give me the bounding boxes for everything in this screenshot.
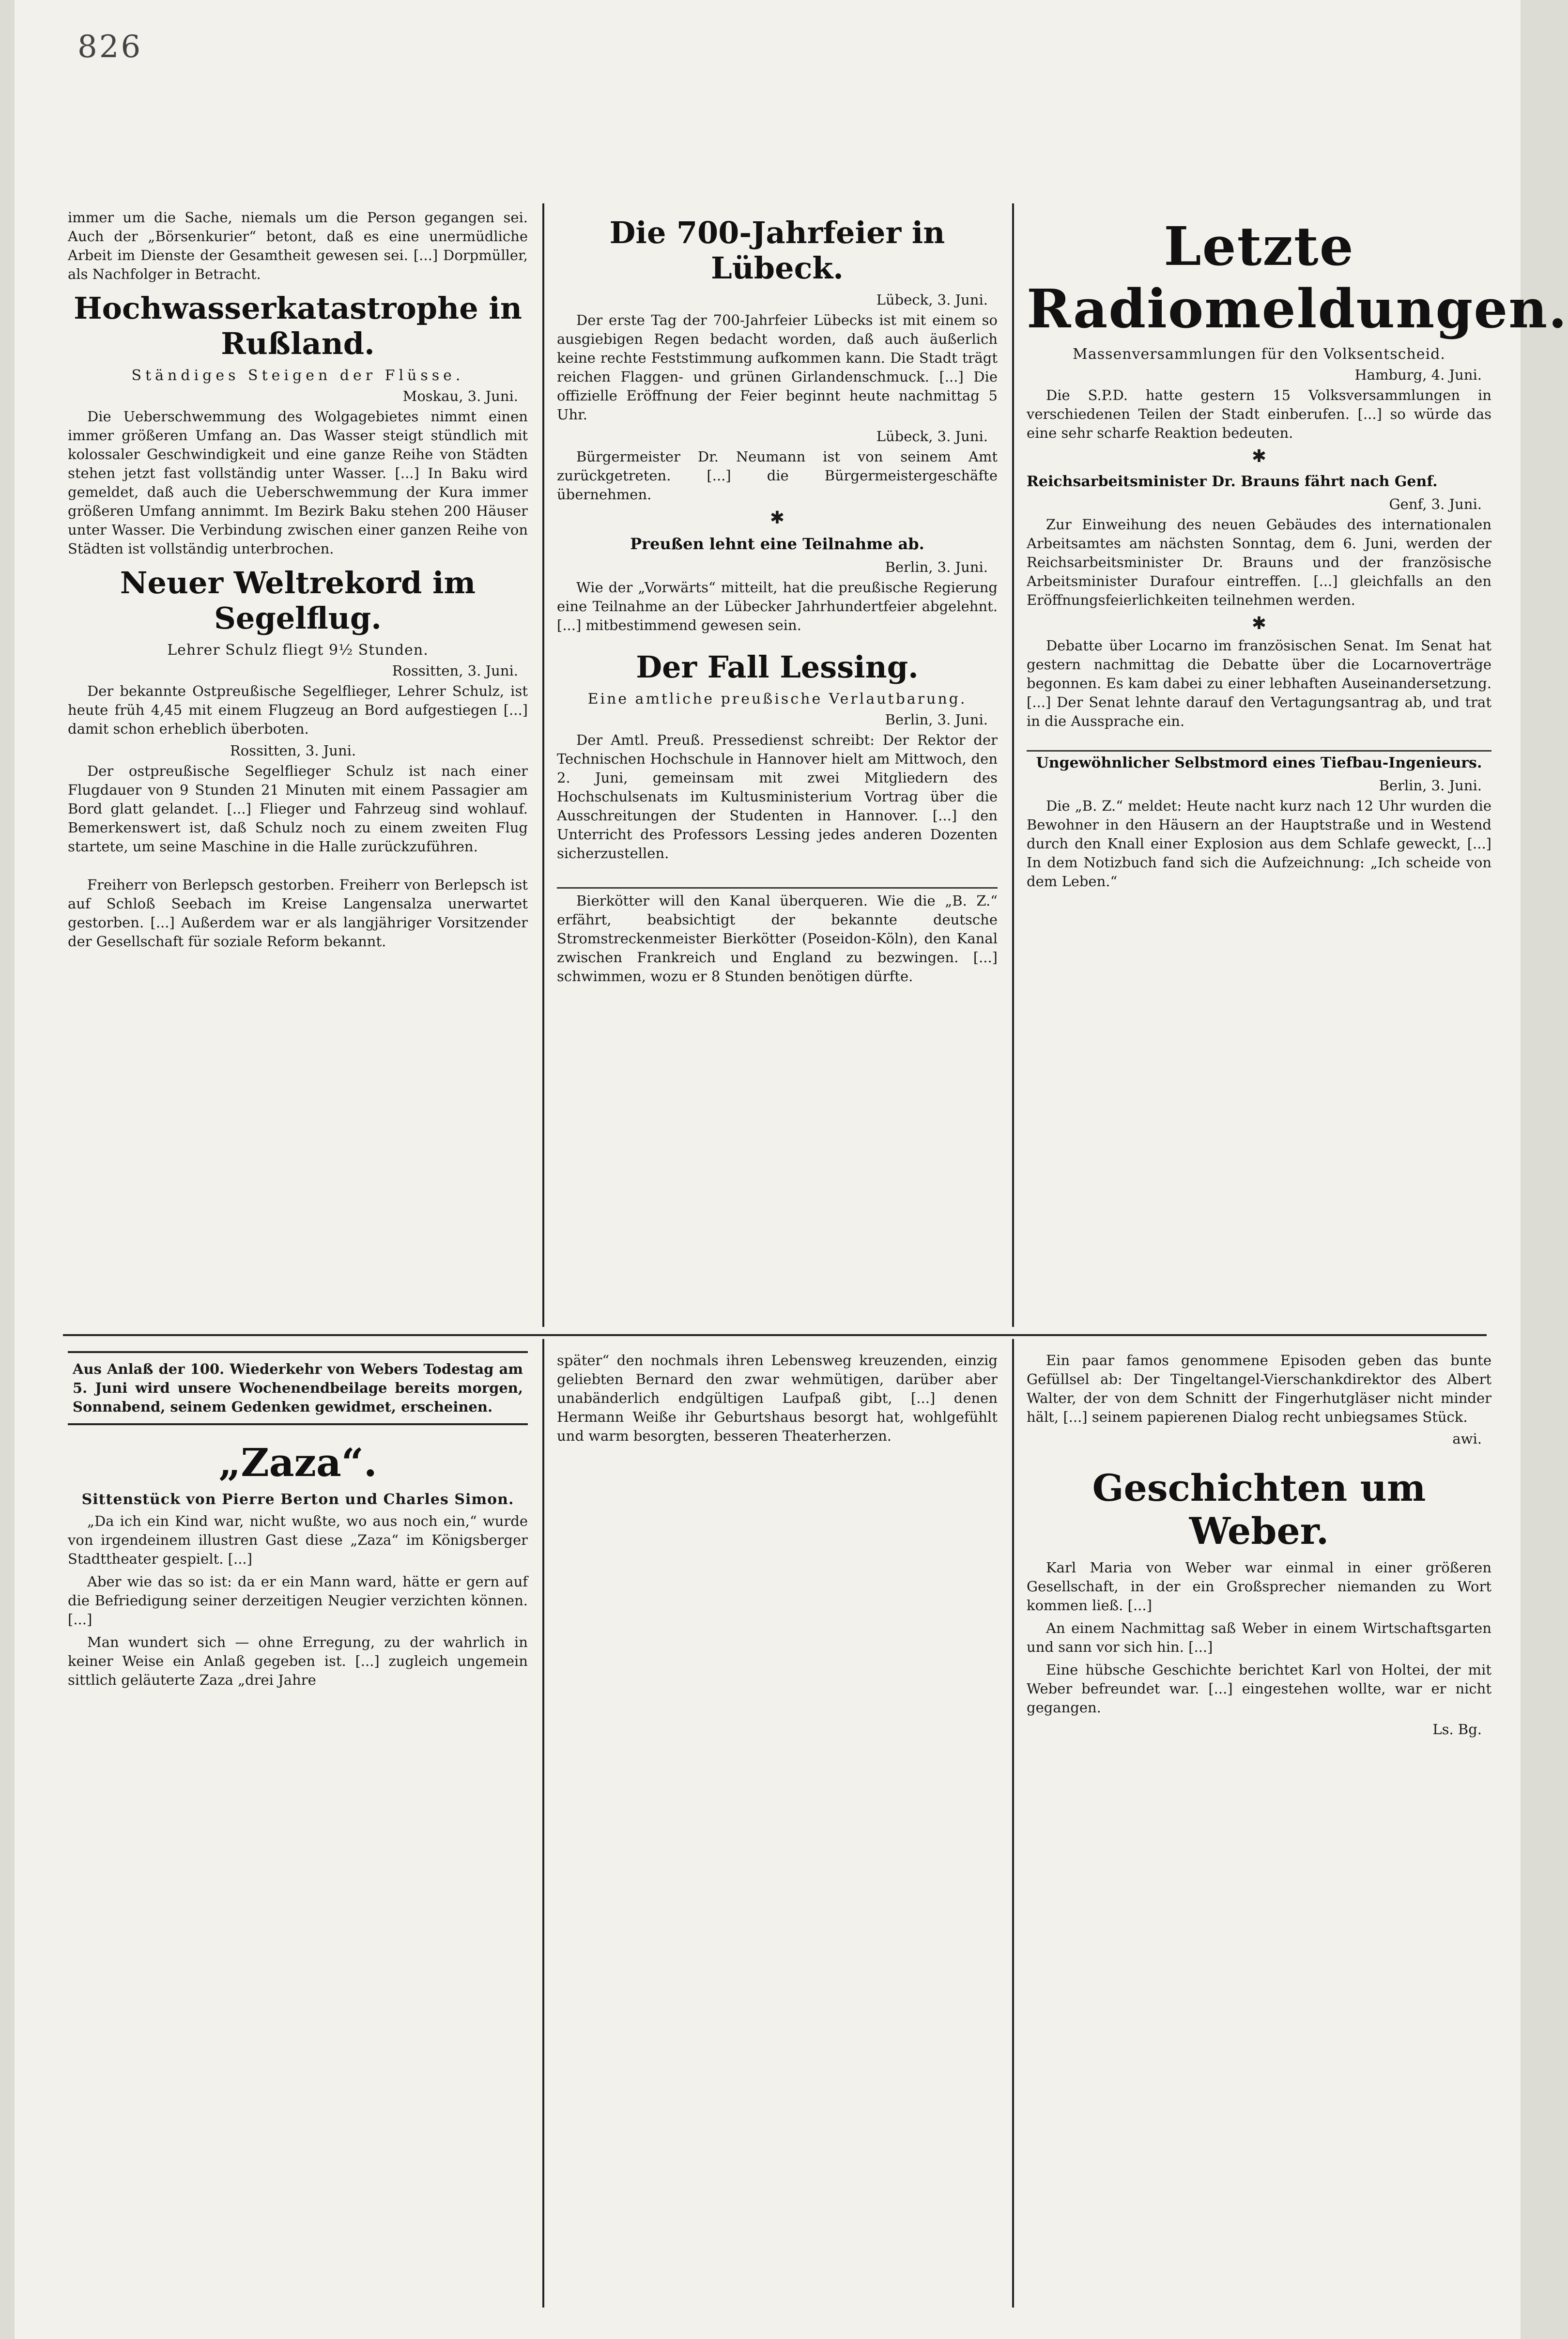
- lessing-subheadline: Eine amtliche preußische Verlautbarung.: [587, 691, 967, 708]
- weber-signature: Ls. Bg.: [1432, 1721, 1482, 1738]
- lessing-text: Der Amtl. Preuß. Pressedienst schreibt: Der Rektor der Technischen Hochschule in Hannover hielt am Mittwoch, den 2. Juni, gemeinsam mit zwei Mitgliedern des Hochschulsenats im Kultusministerium Vortrag über die Ausschreitungen der Studenten in Hannover. [...] den Unterricht des Professors Lessing jedes anderen Dozenten sicherzustellen.: [557, 732, 998, 862]
- bottom-left-column: [68, 1351, 528, 2315]
- glider-subheadline: Lehrer Schulz fliegt 9½ Stunden.: [167, 642, 429, 659]
- glider-text-1: Der bekannte Ostpreußische Segelflieger, Lehrer Schulz, ist heute früh 4,45 mit einem Flugzeug an Bord aufgestiegen [...] damit schon erheblich überboten.: [68, 683, 528, 737]
- zaza-subheadline: Sittenstück von Pierre Berton und Charles Simon.: [81, 1491, 514, 1508]
- weber-notice: Aus Anlaß der 100. Wiederkehr von Webers Todestag am 5. Juni wird unsere Wochenendbeilage bereits morgen, Sonnabend, seinem Gedenken gewidmet, erscheinen.: [68, 1351, 528, 1425]
- luebeck-dateline-2: Lübeck, 3. Juni.: [876, 428, 988, 445]
- luebeck-text-2: Bürgermeister Dr. Neumann ist von seinem Amt zurückgetreten. [...] die Bürgermeistergeschäfte übernehmen.: [557, 448, 998, 503]
- column-rule: [1012, 203, 1014, 1327]
- glider-text-2: Der ostpreußische Segelflieger Schulz ist nach einer Flugdauer von 9 Stunden 21 Minuten mit einem Passagier am Bord glatt gelandet. [...] Flieger und Fahrzeug sind wohlauf. Bemerkenswert ist, daß Schulz noch zu einem zweiten Flug startete, um seine Maschine in die Halle zurückzuführen.: [68, 763, 528, 855]
- flood-subheadline: Ständiges Steigen der Flüsse.: [131, 367, 464, 384]
- zaza-text-2: Aber wie das so ist: da er ein Mann ward, hätte er gern auf die Befriedigung seiner derzeitigen Neugier verzichten können. [...]: [68, 1573, 528, 1628]
- middle-column: [557, 208, 998, 1327]
- suicide-dateline: Berlin, 3. Juni.: [1379, 777, 1482, 794]
- glider-dateline-1: Rossitten, 3. Juni.: [392, 662, 518, 679]
- luebeck-headline: Die 700-Jahrfeier in Lübeck.: [609, 215, 945, 286]
- weber-text-3: Eine hübsche Geschichte berichtet Karl von Holtei, der mit Weber befreundet war. [...] eingestehen wollte, war er nicht gegangen.: [1027, 1662, 1491, 1716]
- lessing-headline: Der Fall Lessing.: [636, 649, 919, 685]
- radio-dateline-1: Hamburg, 4. Juni.: [1354, 367, 1482, 383]
- section-star: ✱: [769, 508, 785, 528]
- prussia-dateline: Berlin, 3. Juni.: [885, 559, 988, 575]
- flood-headline: Hochwasserkatastrophe in Rußland.: [74, 291, 522, 361]
- glider-dateline-2: Rossitten, 3. Juni.: [230, 742, 356, 759]
- zaza-continued-text: später“ den nochmals ihren Lebensweg kreuzenden, einzig geliebten Bernard den zwar wehmütigen, darüber aber unabänderlich endgültigen Laufpaß gibt, [...] denen Hermann Weiße ihr Geburtshaus besorgt hat, wohlgefühlt und warm besorgten, besseren Theaterherzen.: [557, 1352, 998, 1444]
- prussia-headline: Preußen lehnt eine Teilnahme ab.: [630, 535, 924, 553]
- zaza-signature: awi.: [1452, 1431, 1482, 1447]
- brauns-text: Zur Einweihung des neuen Gebäudes des internationalen Arbeitsamtes am nächsten Sonntag, dem 6. Juni, werden der Reichsarbeitsminister Dr. Brauns und der französische Arbeitsminister Durafour eintreffen. [...] gleichfalls an den Eröffnungsfeierlichkeiten teilnehmen werden.: [1027, 516, 1491, 608]
- flood-dateline: Moskau, 3. Juni.: [402, 388, 518, 404]
- weber-headline: Geschichten um Weber.: [1092, 1466, 1426, 1553]
- zaza-text-1: „Da ich ein Kind war, nicht wußte, wo aus noch ein,“ wurde von irgendeinem illustren Gast diese „Zaza“ im Königsberger Stadttheater gespielt. [...]: [68, 1513, 528, 1567]
- section-star: ✱: [1251, 614, 1267, 633]
- radio-headline: Letzte Radiomeldungen.: [1027, 215, 1568, 340]
- newspaper-page: [15, 0, 1568, 2339]
- berlepsch-text: Freiherr von Berlepsch gestorben. Freiherr von Berlepsch ist auf Schloß Seebach im Kreise Langensalza unerwartet gestorben. [...] Außerdem war er als langjähriger Vorsitzender der Gesellschaft für soziale Reform bekannt.: [68, 877, 528, 950]
- weber-text-1: Karl Maria von Weber war einmal in einer größeren Gesellschaft, in der ein Großsprecher niemanden zu Wort kommen ließ. [...]: [1027, 1559, 1491, 1614]
- weber-text-2: An einem Nachmittag saß Weber in einem Wirtschaftsgarten und sann vor sich hin. [...]: [1027, 1620, 1491, 1655]
- suicide-text: Die „B. Z.“ meldet: Heute nacht kurz nach 12 Uhr wurden die Bewohner in den Häusern an der Hauptstraße und in Westend durch den Knall einer Explosion aus dem Schlafe geweckt, [...] In dem Notizbuch fand sich die Aufzeichnung: „Ich scheide von dem Leben.“: [1027, 798, 1491, 890]
- locarno-text: Debatte über Locarno im französischen Senat. Im Senat hat gestern nachmittag die Debatte über die Locarnoverträge begonnen. Es kam dabei zu einer lebhaften Auseinandersetzung. [...] Der Senat lehnte darauf den Vertagungsantrag ab, und trat in die Aussprache ein.: [1027, 637, 1491, 729]
- section-star: ✱: [1251, 446, 1267, 466]
- right-column: [1027, 208, 1568, 1327]
- left-column: [68, 208, 528, 1327]
- prussia-text: Wie der „Vorwärts“ mitteilt, hat die preußische Regierung eine Teilnahme an der Lübecker Jahrhundertfeier abgelehnt. [...] mitbestimmend gewesen sein.: [557, 579, 998, 633]
- luebeck-dateline-1: Lübeck, 3. Juni.: [876, 292, 988, 308]
- bottom-right-column: [1027, 1351, 1491, 2315]
- lessing-dateline: Berlin, 3. Juni.: [885, 711, 988, 728]
- radio-subheadline: Massenversammlungen für den Volksentscheid.: [1073, 346, 1445, 363]
- intro-text: immer um die Sache, niemals um die Person gegangen sei. Auch der „Börsenkurier“ betont, daß es eine unermüdliche Arbeit im Dienste der Gesamtheit gewesen sei. [...] Dorpmüller, als Nachfolger in Betracht.: [68, 209, 528, 282]
- zaza-text-3: Man wundert sich — ohne Erregung, zu der wahrlich in keiner Weise ein Anlaß gegeben ist. [...] zugleich ungemein sittlich geläuterte Zaza „drei Jahre: [68, 1634, 528, 1688]
- zaza-episodes-text: Ein paar famos genommene Episoden geben das bunte Gefüllsel ab: Der Tingeltangel-Vierschankdirektor des Albert Walter, der von dem Schnitt der Fingerhutgläser nicht minder hält, [...] seinem papierenen Dialog recht unbiegsames Stück.: [1027, 1352, 1491, 1425]
- section-rule: [63, 1334, 1487, 1336]
- column-rule: [542, 203, 544, 1327]
- brauns-dateline: Genf, 3. Juni.: [1389, 496, 1482, 512]
- zaza-headline: „Zaza“.: [218, 1440, 377, 1485]
- column-rule: [1012, 1339, 1014, 2308]
- column-rule: [542, 1339, 544, 2308]
- page-number: 826: [77, 29, 143, 65]
- luebeck-text-1: Der erste Tag der 700-Jahrfeier Lübecks ist mit einem so ausgiebigen Regen bedacht worden, daß auch äußerlich keine rechte Feststimmung aufkommen kann. Die Stadt trägt reichen Flaggen- und grünen Girlandenschmuck. [...] Die offizielle Eröffnung der Feier beginnt heute nachmittag 5 Uhr.: [557, 312, 998, 423]
- radio-text-1: Die S.P.D. hatte gestern 15 Volksversammlungen in verschiedenen Teilen der Stadt einberufen. [...] so würde das eine sehr scharfe Reaktion bedeuten.: [1027, 387, 1491, 441]
- bottom-middle-column: [557, 1351, 998, 2315]
- brauns-headline: Reichsarbeitsminister Dr. Brauns fährt nach Genf.: [1027, 473, 1438, 490]
- flood-text: Die Ueberschwemmung des Wolgagebietes nimmt einen immer größeren Umfang an. Das Wasser steigt stündlich mit kolossaler Geschwindigkeit und eine ganze Reihe von Städten stehen jetzt fast vollständig unter Wasser. [...] In Baku wird gemeldet, daß auch die Ueberschwemmung der Kura immer größeren Umfang annimmt. Im Bezirk Baku stehen 200 Häuser unter Wasser. Die Verbindung zwischen einer ganzen Reihe von Städten ist vollständig unterbrochen.: [68, 408, 528, 557]
- suicide-headline: Ungewöhnlicher Selbstmord eines Tiefbau-Ingenieurs.: [1027, 750, 1491, 771]
- channel-text: Bierkötter will den Kanal überqueren. Wie die „B. Z.“ erfährt, beabsichtigt der bekannte deutsche Stromstreckenmeister Bierkötter (Poseidon-Köln), den Kanal zwischen Frankreich und England zu bezwingen. [...] schwimmen, wozu er 8 Stunden benötigen dürfte.: [557, 887, 998, 986]
- glider-headline: Neuer Weltrekord im Segelflug.: [120, 565, 476, 636]
